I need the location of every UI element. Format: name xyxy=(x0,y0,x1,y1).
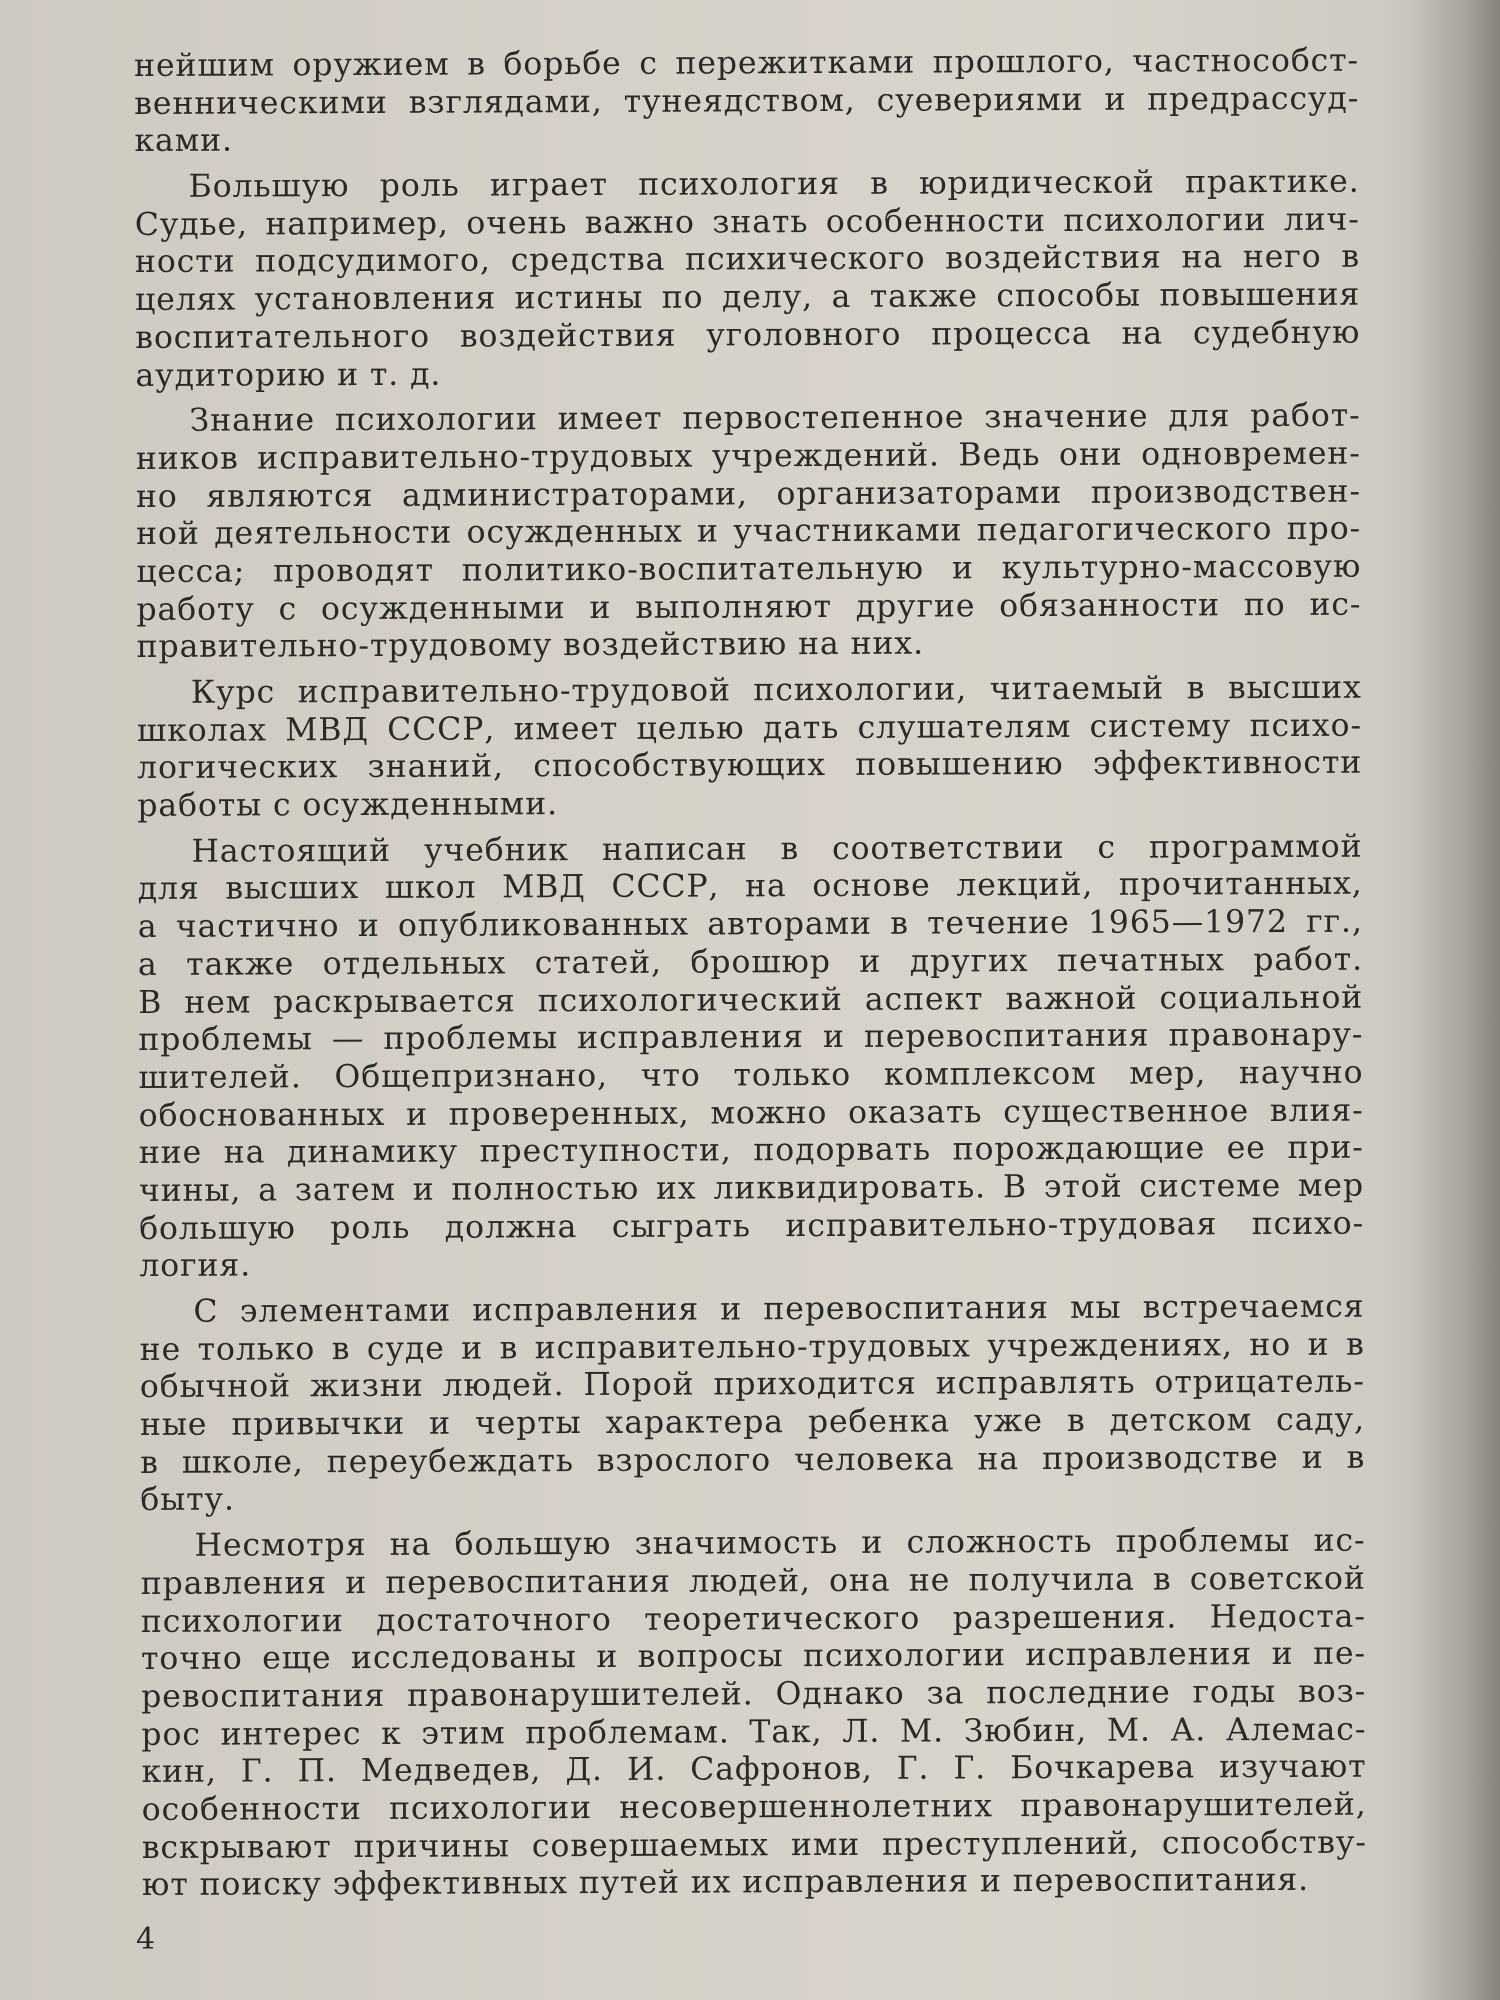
text-line: цесса; проводят политико-воспитательную и культурно-массовую xyxy=(136,548,1362,590)
page-gutter-shadow xyxy=(1410,0,1500,2000)
text-line: вскрывают причины совершаемых ими преступлений, способству- xyxy=(141,1824,1367,1866)
text-line: Несмотря на большую значимость и сложность проблемы ис- xyxy=(194,1522,1366,1564)
text-line: точно еще исследованы и вопросы психологии исправления и пе- xyxy=(140,1635,1367,1678)
text-line: Настоящий учебник написан в соответствии с программой xyxy=(191,828,1363,870)
text-line: логических знаний, способствующих повышению эффективности xyxy=(137,745,1363,787)
body-text xyxy=(134,43,1367,1913)
text-line: Знание психологии имеет первостепенное значение для работ- xyxy=(189,397,1361,439)
text-line: обоснованных и проверенных, можно оказать существенное влия- xyxy=(138,1092,1364,1134)
text-line: Судье, например, очень важно знать особенности психологии лич- xyxy=(134,201,1360,243)
text-line: венническими взглядами, тунеядством, суевериями и предрассуд- xyxy=(134,80,1360,122)
text-line: логия. xyxy=(139,1247,252,1285)
paragraph xyxy=(136,398,1362,667)
text-line: обычной жизни людей. Порой приходится исправлять отрицатель- xyxy=(139,1364,1365,1406)
text-line: ние на динамику преступности, подорвать порождающие ее при- xyxy=(138,1129,1364,1172)
text-line: правления и перевоспитания людей, она не получила в советской xyxy=(140,1560,1366,1602)
paragraph xyxy=(140,1523,1367,1905)
paragraph xyxy=(139,1289,1365,1520)
paragraph xyxy=(134,43,1359,161)
text-line: Большую роль играет психология в юридической практике. xyxy=(188,163,1360,205)
text-line: работы с осужденными. xyxy=(137,786,559,825)
text-line: школах МВД СССР, имеет целью дать слушателям систему психо- xyxy=(136,707,1363,749)
text-line: для высших школ МВД СССР, на основе лекций, прочитанных, xyxy=(137,866,1363,908)
text-line: шителей. Общепризнано, что только комплексом мер, научно xyxy=(138,1054,1364,1096)
paragraph xyxy=(137,828,1364,1286)
text-line: но являются администраторами, организаторами производствен- xyxy=(135,473,1362,515)
text-line: в школе, переубеждать взрослого человека на производстве и в xyxy=(140,1439,1366,1481)
text-line: ные привычки и черты характера ребенка уже в детском саду, xyxy=(139,1401,1366,1444)
text-line: ности подсудимого, средства психического воздействия на него в xyxy=(134,239,1361,281)
text-line: быту. xyxy=(140,1482,235,1519)
text-line: кин, Г. П. Медведев, Д. И. Сафронов, Г. Г. Бочкарева изучают xyxy=(141,1748,1367,1791)
text-line: чины, а затем и полностью их ликвидировать. В этой системе мер xyxy=(138,1167,1365,1209)
text-line: рос интерес к этим проблемам. Так, Л. М. Зюбин, М. А. Алемас- xyxy=(141,1711,1367,1753)
text-line: целях установления истины по делу, а также способы повышения xyxy=(135,276,1361,319)
text-line: не только в суде и в исправительно-трудовых учреждениях, но и в xyxy=(139,1326,1365,1368)
text-line: а частично и опубликованных авторами в течение 1965—1972 гг., xyxy=(137,903,1363,946)
text-line: ников исправительно-трудовых учреждений. Ведь они одновремен- xyxy=(135,435,1361,477)
text-line: правительно-трудовому воздействию на них. xyxy=(136,625,925,666)
text-line: В нем раскрывается психологический аспект важной социальной xyxy=(138,979,1364,1021)
text-line: ревоспитания правонарушителей. Однако за последние годы воз- xyxy=(141,1673,1367,1715)
text-line: ют поиску эффективных путей их исправления и перевоспитания. xyxy=(141,1862,1310,1904)
text-line: а также отдельных статей, брошюр и других печатных работ. xyxy=(137,941,1364,983)
text-line: психологии достаточного теоретического разрешения. Недоста- xyxy=(140,1598,1366,1640)
text-line: особенности психологии несовершеннолетних правонарушителей, xyxy=(141,1786,1367,1828)
text-line: нейшим оружием в борьбе с пережитками прошлого, частнособст- xyxy=(134,42,1360,84)
text-line: воспитательного воздействия уголовного процесса на судебную xyxy=(135,314,1361,356)
page-number: 4 xyxy=(136,1922,156,1957)
text-line: работу с осужденными и выполняют другие обязанности по ис- xyxy=(136,586,1362,628)
paragraph xyxy=(137,670,1363,826)
text-line: большую роль должна сыграть исправительно-трудовая психо- xyxy=(139,1205,1365,1247)
text-line: ками. xyxy=(134,122,233,160)
text-line: проблемы — проблемы исправления и перевоспитания правонару- xyxy=(138,1016,1364,1059)
text-line: Курс исправительно-трудовой психологии, читаемый в высших xyxy=(190,669,1362,711)
text-line: аудиторию и т. д. xyxy=(135,356,442,394)
text-line: ной деятельности осужденных и участниками педагогического про- xyxy=(136,510,1362,553)
paragraph xyxy=(135,164,1361,395)
text-line: С элементами исправления и перевоспитания мы встречаемся xyxy=(193,1288,1365,1330)
